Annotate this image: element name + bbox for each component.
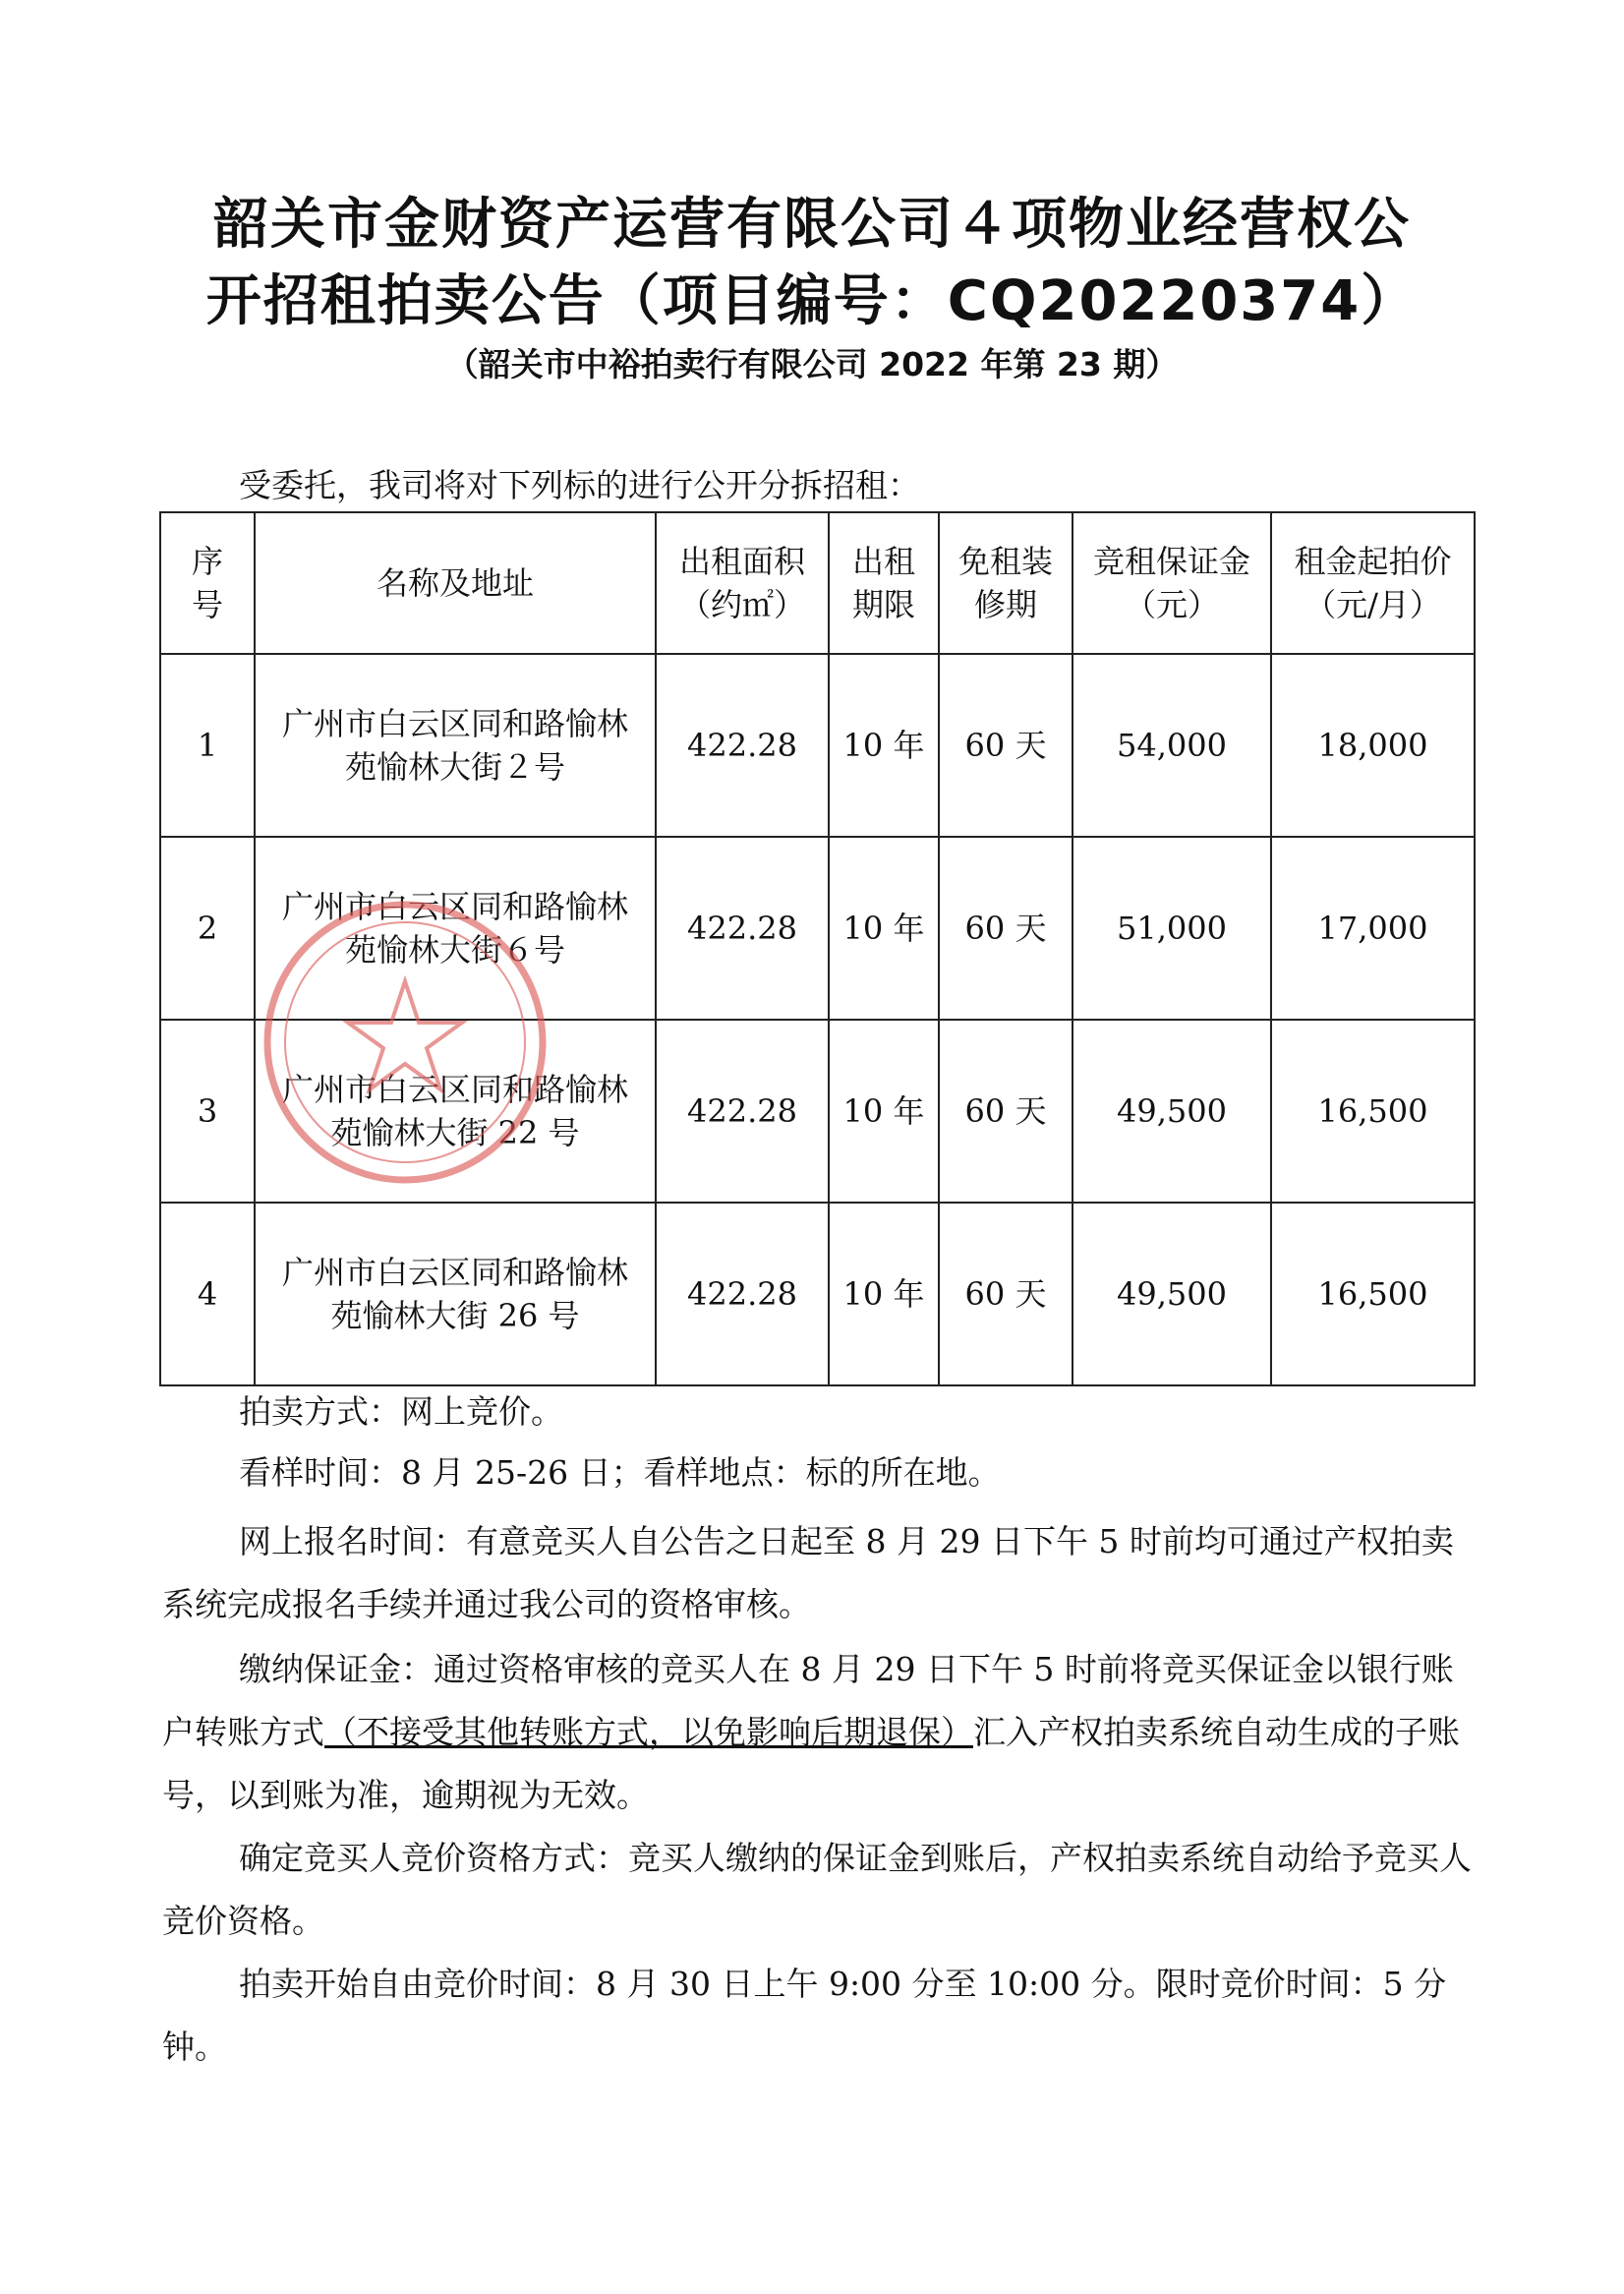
cell-term: 10 年 bbox=[829, 837, 939, 1020]
cell-seq: 2 bbox=[160, 837, 255, 1020]
viewing-info: 看样时间：8 月 25-26 日；看样地点：标的所在地。 bbox=[239, 1453, 1001, 1492]
cell-deposit: 54,000 bbox=[1073, 654, 1271, 837]
table-row bbox=[160, 1203, 1475, 1385]
table-header-row bbox=[160, 512, 1475, 654]
cell-seq: 1 bbox=[160, 654, 255, 837]
cell-free: 60 天 bbox=[939, 837, 1073, 1020]
deposit-note-underlined: （不接受其他转账方式，以免影响后期退保） bbox=[324, 1713, 973, 1751]
cell-deposit: 51,000 bbox=[1073, 837, 1271, 1020]
cell-free: 60 天 bbox=[939, 1020, 1073, 1203]
cell-deposit: 49,500 bbox=[1073, 1020, 1271, 1203]
cell-area: 422.28 bbox=[656, 654, 829, 837]
header-deposit: 竞租保证金 （元） bbox=[1073, 512, 1271, 654]
header-free: 免租装 修期 bbox=[939, 512, 1073, 654]
table-row bbox=[160, 654, 1475, 837]
deposit-info bbox=[162, 1638, 1479, 1827]
cell-seq: 4 bbox=[160, 1203, 255, 1385]
qualification-info: 确定竞买人竞价资格方式：竞买人缴纳的保证金到账后，产权拍卖系统自动给予竞买人竞价资格。 bbox=[162, 1839, 1472, 1940]
header-term: 出租 期限 bbox=[829, 512, 939, 654]
cell-term: 10 年 bbox=[829, 1020, 939, 1203]
cell-name: 广州市白云区同和路愉林 苑愉林大街 22 号 bbox=[255, 1020, 656, 1203]
property-table bbox=[159, 511, 1476, 1386]
intro-text: 受委托，我司将对下列标的进行公开分拆招租： bbox=[239, 466, 920, 504]
subtitle: （韶关市中裕拍卖行有限公司 2022 年第 23 期） bbox=[445, 345, 1179, 383]
cell-term: 10 年 bbox=[829, 654, 939, 837]
header-area: 出租面积 （约㎡） bbox=[656, 512, 829, 654]
deposit-text-c: 汇入产权拍卖系统自动生成的子账号，以到账为准，逾期视为无效。 bbox=[162, 1713, 1460, 1814]
cell-free: 60 天 bbox=[939, 654, 1073, 837]
cell-name: 广州市白云区同和路愉林 苑愉林大街２号 bbox=[255, 654, 656, 837]
cell-name: 广州市白云区同和路愉林 苑愉林大街 26 号 bbox=[255, 1203, 656, 1385]
cell-term: 10 年 bbox=[829, 1203, 939, 1385]
cell-name: 广州市白云区同和路愉林 苑愉林大街６号 bbox=[255, 837, 656, 1020]
table-row bbox=[160, 1020, 1475, 1203]
title-line-1: 韶关市金财资产运营有限公司４项物业经营权公 bbox=[213, 193, 1411, 257]
cell-deposit: 49,500 bbox=[1073, 1203, 1271, 1385]
cell-area: 422.28 bbox=[656, 1203, 829, 1385]
cell-price: 17,000 bbox=[1271, 837, 1475, 1020]
cell-area: 422.28 bbox=[656, 1020, 829, 1203]
cell-price: 16,500 bbox=[1271, 1020, 1475, 1203]
cell-seq: 3 bbox=[160, 1020, 255, 1203]
deposit-text-a: 缴纳保证金：通过资格审核的竞买人在 8 月 29 日下午 5 时前将竞买保证金以银行账户转账方式 bbox=[162, 1650, 1454, 1751]
cell-price: 18,000 bbox=[1271, 654, 1475, 837]
title-line-2: 开招租拍卖公告（项目编号：CQ20220374） bbox=[205, 269, 1419, 333]
table-row bbox=[160, 837, 1475, 1020]
cell-price: 16,500 bbox=[1271, 1203, 1475, 1385]
auction-method: 拍卖方式：网上竞价。 bbox=[239, 1392, 563, 1431]
auction-time-info: 拍卖开始自由竞价时间：8 月 30 日上午 9:00 分至 10:00 分。限时竞价时间：5 分钟。 bbox=[162, 1965, 1447, 2066]
header-seq: 序 号 bbox=[160, 512, 255, 654]
cell-area: 422.28 bbox=[656, 837, 829, 1020]
registration-info: 网上报名时间：有意竞买人自公告之日起至 8 月 29 日下午 5 时前均可通过产权拍卖系统完成报名手续并通过我公司的资格审核。 bbox=[162, 1522, 1454, 1623]
header-price: 租金起拍价 （元/月） bbox=[1271, 512, 1475, 654]
header-name: 名称及地址 bbox=[255, 512, 656, 654]
cell-free: 60 天 bbox=[939, 1203, 1073, 1385]
